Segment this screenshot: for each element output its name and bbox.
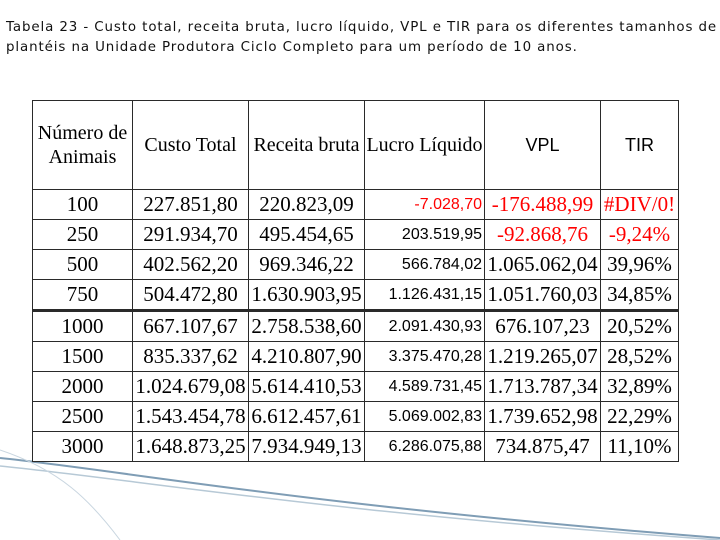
cell-revenue: 220.823,09 (249, 190, 365, 220)
cell-revenue: 495.454,65 (249, 220, 365, 250)
cell-animals: 1000 (33, 311, 133, 342)
table-row (33, 342, 679, 372)
cell-animals: 2500 (33, 402, 133, 432)
cell-vpl: 1.219.265,07 (485, 342, 601, 372)
cell-profit: 203.519,95 (365, 220, 485, 250)
cell-cost: 1.648.873,25 (133, 432, 249, 462)
cell-profit: 2.091.430,93 (365, 311, 485, 342)
cell-vpl: -176.488,99 (485, 190, 601, 220)
cell-revenue: 6.612.457,61 (249, 402, 365, 432)
cell-cost: 1.024.679,08 (133, 372, 249, 402)
cell-profit: 566.784,02 (365, 250, 485, 280)
cell-tir: #DIV/0! (601, 190, 679, 220)
cell-cost: 291.934,70 (133, 220, 249, 250)
cell-tir: 20,52% (601, 311, 679, 342)
header-cost: Custo Total (133, 101, 249, 190)
cell-cost: 402.562,20 (133, 250, 249, 280)
cell-vpl: -92.868,76 (485, 220, 601, 250)
cell-vpl: 676.107,23 (485, 311, 601, 342)
cell-vpl: 1.051.760,03 (485, 280, 601, 311)
cell-revenue: 2.758.538,60 (249, 311, 365, 342)
table-row (33, 402, 679, 432)
cell-cost: 835.337,62 (133, 342, 249, 372)
table-row (33, 311, 679, 342)
header-profit: Lucro Líquido (365, 101, 485, 190)
header-revenue: Receita bruta (249, 101, 365, 190)
cell-animals: 500 (33, 250, 133, 280)
table-row (33, 250, 679, 280)
table-body (33, 190, 679, 462)
cell-profit: 3.375.470,28 (365, 342, 485, 372)
cell-tir: 34,85% (601, 280, 679, 311)
table-row (33, 372, 679, 402)
cell-animals: 250 (33, 220, 133, 250)
cell-animals: 2000 (33, 372, 133, 402)
cell-profit: 6.286.075,88 (365, 432, 485, 462)
cell-profit: -7.028,70 (365, 190, 485, 220)
table-row (33, 190, 679, 220)
cell-profit: 1.126.431,15 (365, 280, 485, 311)
table-header-row (33, 101, 679, 190)
table-row (33, 220, 679, 250)
cell-tir: 22,29% (601, 402, 679, 432)
cell-cost: 227.851,80 (133, 190, 249, 220)
cell-animals: 1500 (33, 342, 133, 372)
cell-revenue: 5.614.410,53 (249, 372, 365, 402)
cell-cost: 504.472,80 (133, 280, 249, 311)
cell-vpl: 1.065.062,04 (485, 250, 601, 280)
cell-revenue: 4.210.807,90 (249, 342, 365, 372)
table-row (33, 280, 679, 311)
cell-revenue: 1.630.903,95 (249, 280, 365, 311)
header-vpl: VPL (485, 101, 601, 190)
cell-revenue: 969.346,22 (249, 250, 365, 280)
header-animals: Número de Animais (33, 101, 133, 190)
header-tir: TIR (601, 101, 679, 190)
cell-animals: 3000 (33, 432, 133, 462)
cell-tir: 32,89% (601, 372, 679, 402)
cell-tir: 28,52% (601, 342, 679, 372)
cell-animals: 100 (33, 190, 133, 220)
cell-tir: 39,96% (601, 250, 679, 280)
cell-profit: 5.069.002,83 (365, 402, 485, 432)
cell-vpl: 1.713.787,34 (485, 372, 601, 402)
table-row (33, 432, 679, 462)
cell-animals: 750 (33, 280, 133, 311)
cell-profit: 4.589.731,45 (365, 372, 485, 402)
cell-revenue: 7.934.949,13 (249, 432, 365, 462)
cell-vpl: 734.875,47 (485, 432, 601, 462)
cell-cost: 667.107,67 (133, 311, 249, 342)
cell-cost: 1.543.454,78 (133, 402, 249, 432)
cell-tir: 11,10% (601, 432, 679, 462)
data-table (32, 100, 679, 462)
cell-vpl: 1.739.652,98 (485, 402, 601, 432)
table-caption: Tabela 23 - Custo total, receita bruta, lucro líquido, VPL e TIR para os diferentes tamanhos de plantéis na Unidade Produtora Ciclo Completo para um período de 10 anos. (6, 20, 718, 55)
cell-tir: -9,24% (601, 220, 679, 250)
data-table-container (32, 100, 678, 462)
